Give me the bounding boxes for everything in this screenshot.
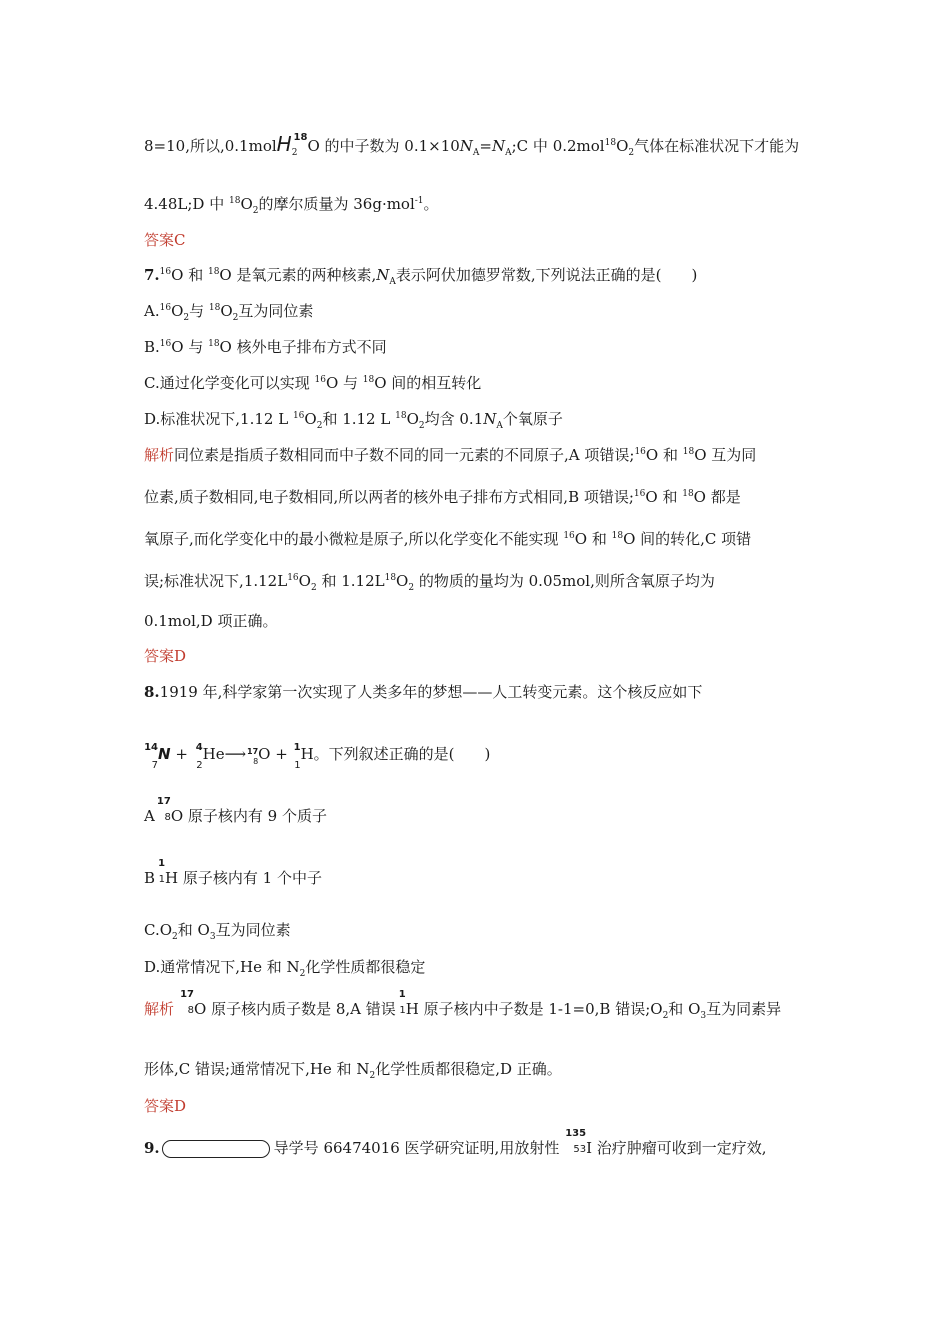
solution-8-line-2: 形体,C 错误;通常情况下,He 和 $N_2$化学性质都很稳定,D 正确。 (144, 1060, 562, 1081)
answer-6: 答案C (144, 231, 186, 249)
solution-7-line-5: 0.1mol,D 项正确。 (144, 612, 278, 630)
solution-7-line-1: 解析同位素是指质子数相同而中子数不同的同一元素的不同原子,A 项错误;$^{16}$O 和 $^{18}$O 互为同 (144, 446, 757, 464)
solution-7-line-2: 位素,质子数相同,电子数相同,所以两者的核外电子排布方式相同,B 项错误;$^{16}$O 和 $^{18}$O 都是 (144, 488, 741, 506)
question-9: 9. 导学号 66474016 医学研究证明,用放射性 135 53 I 治疗肿瘤可收到一定疗效, (144, 1128, 767, 1157)
solution-line-2: 4.48L;D 中 $^{18}O_2$的摩尔质量为 36g·mol$^{-1}$。 (144, 195, 439, 216)
option-8c: $C.O_2$和 $O_3$互为同位素 (144, 921, 291, 942)
option-7b: B.$^{16}$O 与 $^{18}$O 核外电子排布方式不同 (144, 338, 387, 356)
nuclear-reaction-equation: 14 7 N + 4 2 He⟶ 17 8 O + 1 1 H。下列叙述正确的是( ) (144, 742, 491, 771)
option-8d: D.通常情况下,He 和 $N_2$化学性质都很稳定 (144, 958, 426, 979)
solution-8-line-1: 解析 17 8 O 原子核内质子数是 8,A 错误 1 1 H 原子核内中子数是 1-1=0,B 错误$;O_2$和 $O_3$互为同素异 (144, 989, 782, 1021)
option-7a: $A.^{16}O_2$与 $^{18}O_2$互为同位素 (144, 302, 314, 323)
reaction-arrow: ⟶ (224, 745, 247, 763)
question-7: 7.16O 和 $^{18}$O 是氧元素的两种核素$,N_A$表示阿伏加德罗常数,下列说法正确的是( ) (144, 266, 698, 287)
solution-line-1: 8=10,所以,0.1molH$_2$ 18 O 的中子数为 $0.1\times 10N_A=N_A;C$ 中 $0.2mol^{18}O_2$气体在标准状况下才能为 (144, 132, 800, 158)
solution-7-line-3: 氧原子,而化学变化中的最小微粒是原子,所以化学变化不能实现 $^{16}$O 和 $^{18}$O 间的转化,C 项错 (144, 530, 752, 548)
option-7d: D.标准状况下,1.12 L $^{16}O_2$和 1.12 L $^{18}O_2$均含 $0.1N_A$个氧原子 (144, 410, 563, 431)
guide-number-box (162, 1140, 270, 1158)
answer-8: 答案D (144, 1097, 187, 1115)
solution-7-line-4: 误;标准状况下$,1.12L^{16}O_2$ 和 $1.12L^{18}O_2$ 的物质的量均为 0.05mol,则所含氧原子均为 (144, 572, 715, 593)
option-8b: B 1 1 H 原子核内有 1 个中子 (144, 858, 322, 887)
option-8a: A 17 8 O 原子核内有 9 个质子 (144, 796, 327, 825)
option-7c: C.通过化学变化可以实现 $^{16}$O 与 $^{18}$O 间的相互转化 (144, 374, 482, 392)
answer-7: 答案D (144, 647, 187, 665)
question-8-line-1: 8.1919 年,科学家第一次实现了人类多年的梦想——人工转变元素。这个核反应如下 (144, 683, 703, 701)
